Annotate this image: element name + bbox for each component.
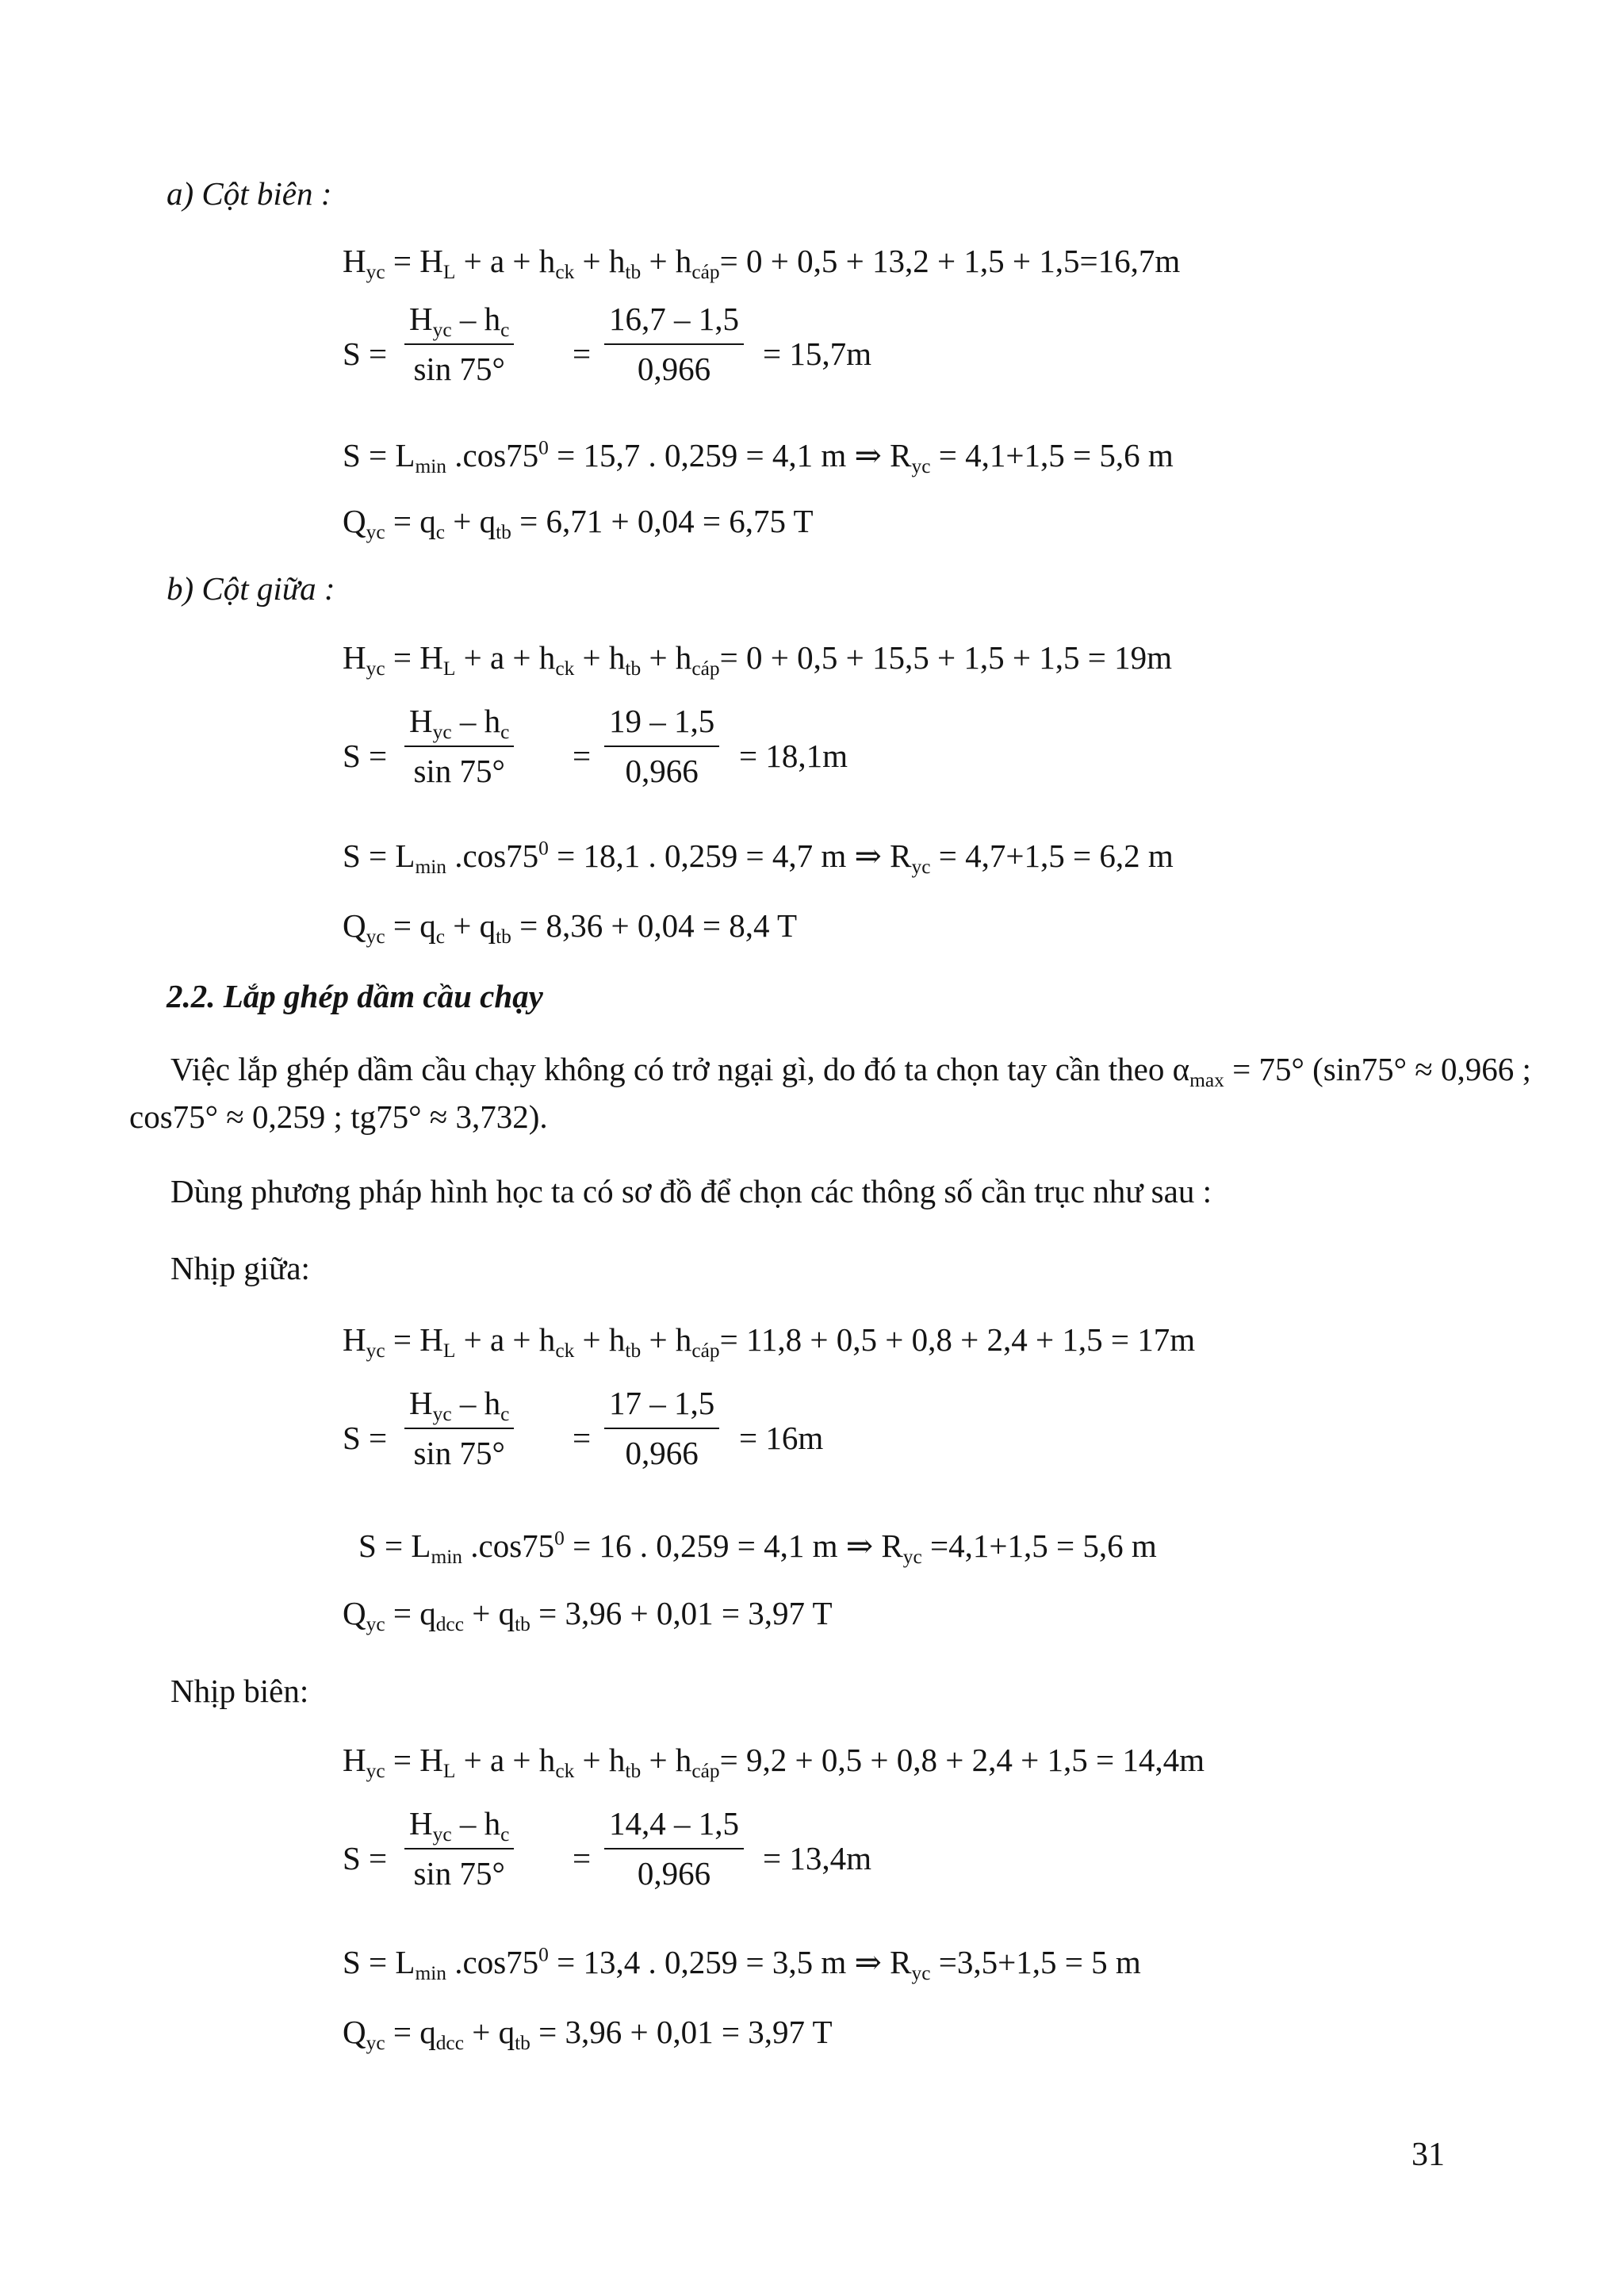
section-a-H-formula: $H_{yc} = H_L + a + h_{ck} + h_{tb} + h_{cáp}= 0 + 0,5 + 13,2 + 1,5 + 1,5=16,7m$: [343, 243, 1181, 284]
section-b-heading: b) Cột giữa :: [167, 570, 335, 607]
section-b-H-formula: $H_{yc} = H_L + a + h_{ck} + h_{tb} + h_{cáp}= 0 + 0,5 + 15,5 + 1,5 + 1,5 = 19m$: [343, 639, 1172, 680]
nhip-bien-H-formula: $H_{yc} = H_L + a + h_{ck} + h_{tb} + h_{cáp}= 9,2 + 0,5 + 0,8 + 2,4 + 1,5 = 14,4m$: [343, 1742, 1205, 1783]
section-2-2-paragraph-2: Dùng phương pháp hình học ta có sơ đồ để chọn các thông số cần trục như sau :: [170, 1173, 1212, 1209]
section-2-2-heading: 2.2. Lắp ghép dầm cầu chạy: [167, 978, 543, 1014]
nhip-bien-S-fraction-formula: S = $H_{yc} - h_c$ sin 75° = 14,4 – 1,5 0,966 = 13,4m: [343, 1805, 872, 1892]
nhip-bien-label: Nhịp biên:: [170, 1673, 309, 1709]
page-number: 31: [1411, 2137, 1445, 2173]
section-a-heading: a) Cột biên :: [167, 175, 332, 212]
nhip-bien-S-cos-formula: $S = L_{min}$ $.\cos 75^0 = 13,4$ . 0,259 = 3,5 m ⇒ $R_{yc} =3,5+1,5 = 5$ m: [343, 1943, 1141, 1985]
section-b-S-cos-formula: $S = L_{min}$ $.\cos 75^0 = 18,1$ . 0,259 = 4,7 m ⇒ $R_{yc} = 4,7+1,5 = 6,2$ m: [343, 837, 1174, 879]
nhip-giua-Q-formula: $Q_{yc} = q_{dcc} + q_{tb} = 3,96 + 0,01 = 3,97$ T: [343, 1595, 833, 1636]
section-a-S-cos-formula: $S = L_{min}$ $.\cos 75^0 = 15,7$ . 0,259 = 4,1 m ⇒ $R_{yc} = 4,1+1,5 = 5,6$ m: [343, 436, 1174, 478]
section-a-S-fraction-formula: S = $H_{yc} - h_c$ sin 75° = 16,7 – 1,5 0,966 = 15,7m: [343, 301, 872, 388]
section-b-S-fraction-formula: S = $H_{yc} - h_c$ sin 75° = 19 – 1,5 0,966 = 18,1m: [343, 703, 848, 790]
nhip-giua-H-formula: $H_{yc} = H_L + a + h_{ck} + h_{tb} + h_{cáp}= 11,8 + 0,5 + 0,8 + 2,4 + 1,5 = 17m$: [343, 1321, 1196, 1363]
section-a-Q-formula: $Q_{yc} = q_c + q_{tb} = 6,71 + 0,04 = 6,75$ T: [343, 503, 814, 544]
nhip-giua-S-fraction-formula: S = $H_{yc} - h_c$ sin 75° = 17 – 1,5 0,966 = 16m: [343, 1385, 824, 1472]
section-2-2-paragraph-1: Việc lắp ghép dầm cầu chạy không có trở ngại gì, do đó ta chọn tay cần theo $\alpha_{max} = 75^\circ$ (sin75° ≈ 0,966 ; cos75° ≈ 0,259 ; tg75° ≈ 3,732).: [129, 1051, 1531, 1135]
nhip-bien-Q-formula: $Q_{yc} = q_{dcc} + q_{tb} = 3,96 + 0,01 = 3,97$ T: [343, 2014, 833, 2055]
nhip-giua-label: Nhịp giữa:: [170, 1250, 310, 1286]
nhip-giua-S-cos-formula: $S = L_{min}$ $.\cos 75^0 = 16$ . 0,259 = 4,1 m ⇒ $R_{yc} =4,1+1,5 = 5,6$ m: [358, 1527, 1157, 1569]
section-b-Q-formula: $Q_{yc} = q_c + q_{tb} = 8,36 + 0,04 = 8,4$ T: [343, 907, 798, 949]
